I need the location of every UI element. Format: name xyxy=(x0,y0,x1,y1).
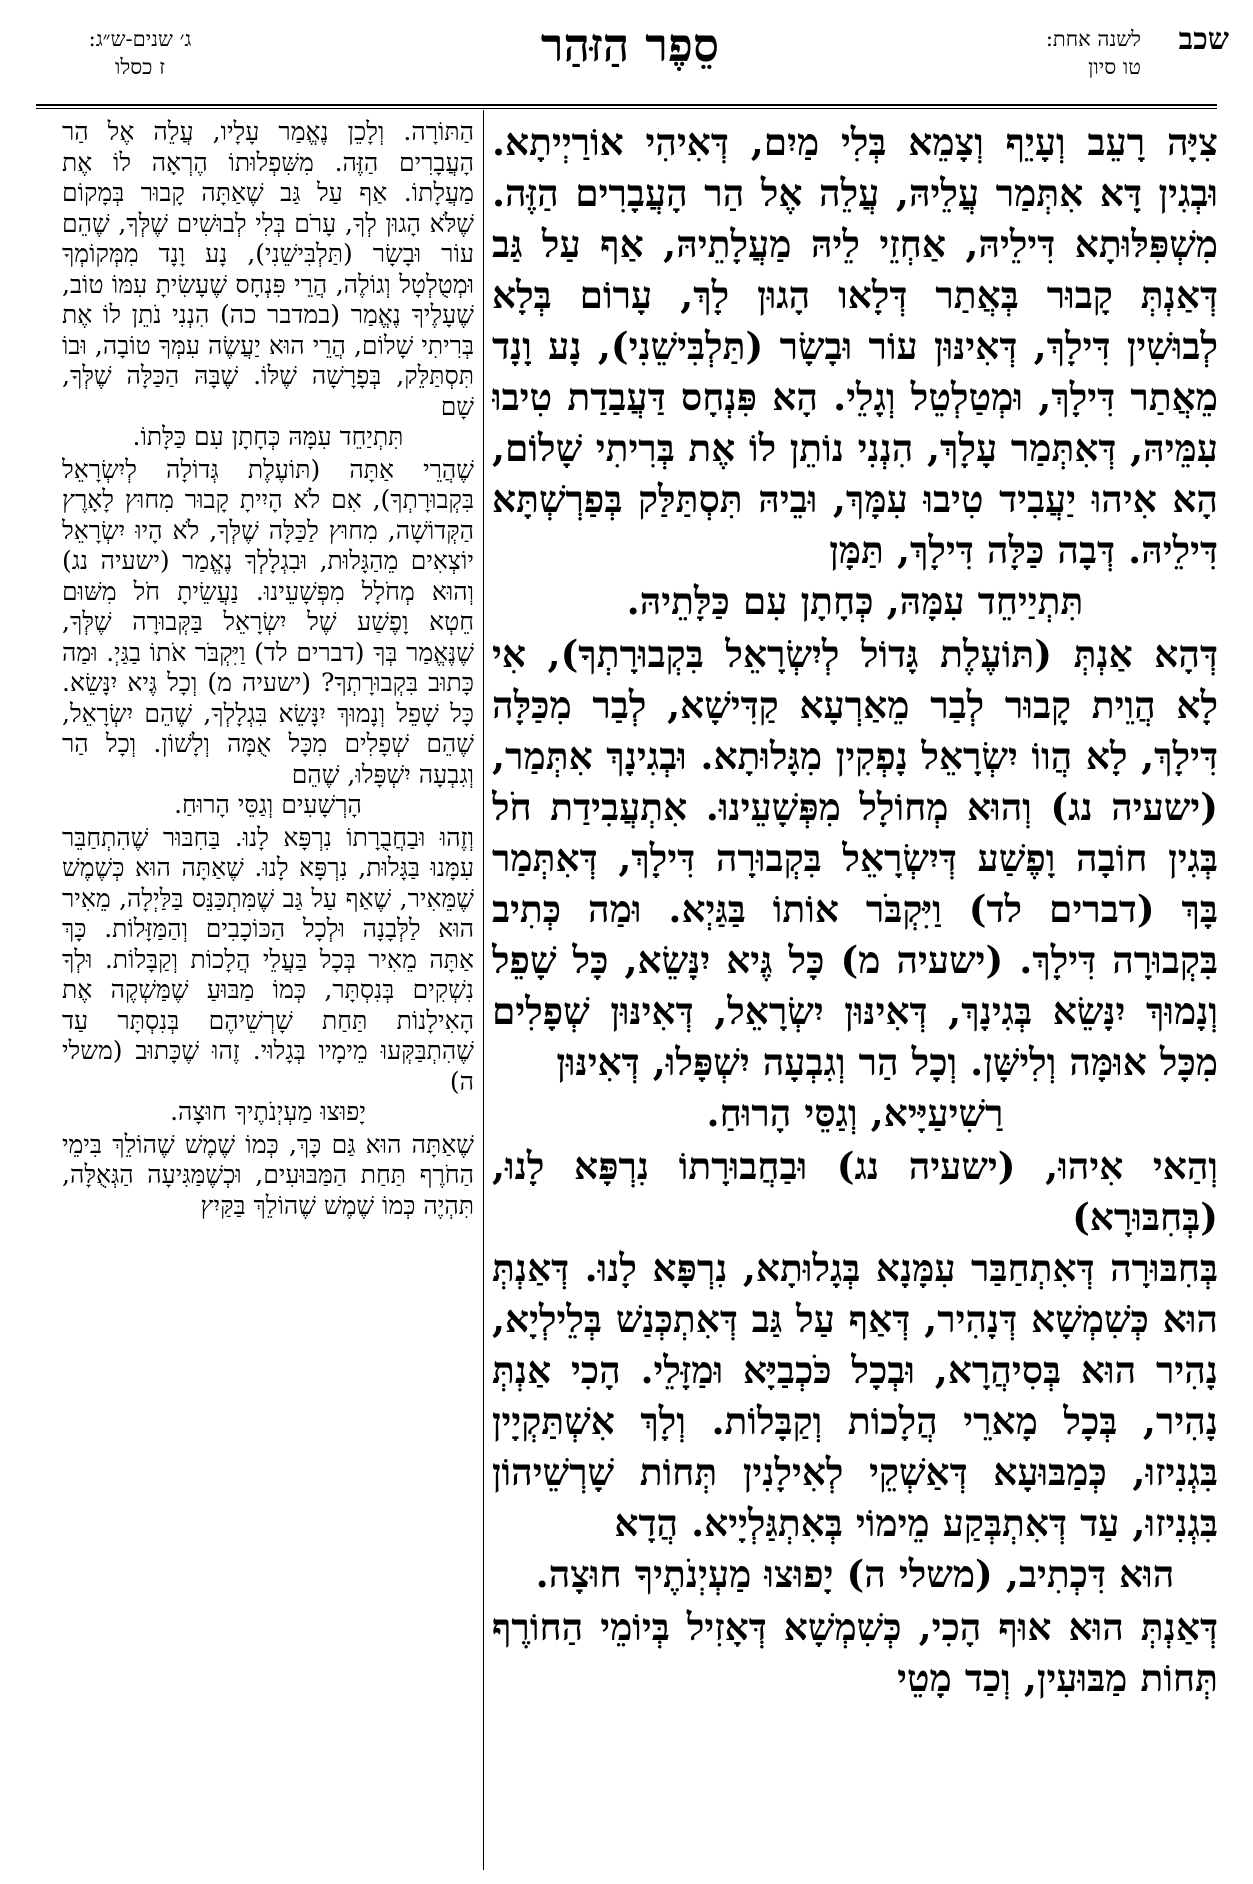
schedule-label: לשנה אחת: xyxy=(1045,27,1141,51)
header-divider xyxy=(36,104,1217,106)
main-paragraph: דְּאַנְתְּ הוּא אוּף הָכִי, כְּשִׁמְשָׁא דְּאָזִיל בְּיוֹמֵי הַחוֹרֶף תְּחוֹת מַבּוּעִין, וְכַד מָטֵי xyxy=(492,1605,1218,1700)
main-paragraph: בְּחִבּוּרָה דְּאִתְחַבַּר עִמָּנָא בְּגָלוּתָא, נִרְפָּא לָנוּ. דְּאַנְתְּ הוּא כְּשִׁמְשָׁא דְּנָהִיר, דְּאַף עַל גַּב דְּאִתְכְּנַשׁ בְּלֵילְיָא, נָהִיר הוּא בְּסִיהֲרָא, וּבְכָל כֹּכְבַיָּא וּמַזָּלֵי. הָכִי אַנְתְּ נָהִיר, בְּכָל מָארֵי הֲלָכוֹת וְקַבָּלוֹת. וְלָךְ אִשְׁתַּקְיָין בִּגְנִיזוּ, כְּמַבּוּעָא דְּאַשְׁקֵי לְאִילָנִין תְּחוֹת שָׁרְשֵׁיהוֹן בִּגְנִיזוּ, עַד דְּאִתְבְּקַע מֵימוֹי בְּאִתְגַּלְיָיא. הֲדָא xyxy=(492,1246,1218,1545)
hebrew-translation-column xyxy=(62,117,474,1872)
schedule-label: ג׳ שנים-ש״ג: xyxy=(88,27,192,51)
study-schedule-three-years xyxy=(40,25,240,81)
page-number: שכב xyxy=(1178,22,1229,57)
side-paragraph: שֶׁאַתָּה הוּא גַּם כָּךְ, כְּמוֹ שֶׁמֶשׁ שֶׁהוֹלֵךְ בִּימֵי הַחֹרֶף תַּחַת הַמַּבּוּעִים, וּכְשֶׁמַּגִּיעָה הַגְּאֻלָּה, תִּהְיֶה כְּמוֹ שֶׁמֶשׁ שֶׁהוֹלֵךְ בַּקַּיִץ xyxy=(62,1129,474,1220)
main-paragraph-heading: וְהַאי אִיהוּ, (ישעיה נג) וּבַחֲבוּרָתוֹ נִרְפָּא לָנוּ, (בְּחִבּוּרָא) xyxy=(492,1144,1218,1239)
aramaic-column xyxy=(492,117,1218,1872)
side-paragraph: הַתּוֹרָה. וְלָכֵן נֶאֱמַר עָלָיו, עֲלֵה אֶל הַר הָעֲבָרִים הַזֶּה. מִשִּׁפְלוּתוֹ הֶרְאָה לוֹ אֶת מַעֲלָתוֹ. אַף עַל גַּב שֶׁאַתָּה קָבוּר בְּמָקוֹם שֶׁלֹּא הָגוּן לְךָ, עָרֹם בְּלִי לְבוּשִׁים שֶׁלְּךָ, שֶׁהֵם עוֹר וּבָשָׂר (תַּלְבִּישֵׁנִי), נָע וָנָד מִמְּקוֹמְךָ וּמְטֻלְטָל וְגוֹלֶה, הֲרֵי פִּנְחָס שֶׁעָשִׂיתָ עִמּוֹ טוֹב, שֶׁעָלֶיךָ נֶאֱמַר (במדבר כה) הִנְנִי נֹתֵן לוֹ אֶת בְּרִיתִי שָׁלוֹם, הֲרֵי הוּא יַעֲשֶׂה עִמְּךָ טוֹבָה, וּבוֹ תִּסְתַּלֵּק, בְּפָרָשָׁה שֶׁלּוֹ. שֶׁבָּהּ הַכַּלָּה שֶׁלְּךָ, שָׁם xyxy=(62,117,474,421)
header-divider-thin xyxy=(36,108,1217,109)
main-paragraph-ending: הוּא דִּכְתִיב, (משלי ה) יָפוּצוּ מַעְיְנֹתֶיךָ חוּצָה. xyxy=(535,1552,1175,1596)
study-schedule-one-year xyxy=(1046,25,1141,81)
side-paragraph-ending: תִּתְיַחֵד עִמָּהּ כְּחָתָן עִם כַּלָּתוֹ. xyxy=(132,422,404,451)
side-paragraph-ending: יָפוּצוּ מַעְיְנֹתֶיךָ חוּצָה. xyxy=(170,1097,366,1126)
main-paragraph: דְּהָא אַנְתְּ (תּוֹעֶלֶת גָּדוֹל לְיִשְׂרָאֵל בִּקְבוּרָתְךָ), אִי לָא הֲוֵית קָבוּר לְבַר מֵאַרְעָא קַדִּישָׁא, לְבַר מִכַּלָּה דִּילָךְ, לָא הֲווֹ יִשְׂרָאֵל נָפְקִין מִגָּלוּתָא. וּבְגִינָךְ אִתְּמַר, (ישעיה נג) וְהוּא מְחוֹלָל מִפְּשָׁעֵינוּ. אִתְעֲבִידַת חֹל בְּגִין חוֹבָה וָפֶשַׁע דְּיִשְׂרָאֵל בִּקְבוּרָה דִּילָךְ, דְּאִתְּמַר בָּךְ (דברים לד) וַיִּקְבֹּר אוֹתוֹ בַּגַּיְא. וּמַה כְּתִיב בִּקְבוּרָה דִּילָךְ. (ישעיה מ) כָּל גֶּיא יִנָּשֵׂא, כָּל שָׁפֵל וְנָמוּךְ יִנָּשֵׂא בְּגִינָךְ, דְּאִינּוּן יִשְׂרָאֵל, דְּאִינּוּן שְׁפָלִים מִכָּל אוּמָּה וְלִישָּׁן. וְכָל הַר וְגִבְעָה יִשְׁפָּלוּ, דְּאִינּוּן xyxy=(492,632,1218,1084)
side-paragraph: וְזֶהוּ וּבַחֲבֻרָתוֹ נִרְפָּא לָנוּ. בַּחִבּוּר שֶׁהִתְחַבֵּר עִמָּנוּ בַּגָּלוּת, נִרְפָּא לָנוּ. שֶׁאַתָּה הוּא כְּשֶׁמֶשׁ שֶׁמֵּאִיר, שֶׁאַף עַל גַּב שֶׁמִּתְכַּנֵּס בַּלַּיְלָה, מֵאִיר הוּא לַלְּבָנָה וּלְכָל הַכּוֹכָבִים וְהַמַּזָּלוֹת. כָּךְ אַתָּה מֵאִיר בְּכָל בַּעֲלֵי הֲלָכוֹת וְקַבָּלוֹת. וּלְךָ נִשְׁקִים בְּנִסְתָּר, כְּמוֹ מַבּוּעַ שֶׁמַּשְׁקֶה אֶת הָאִילָנוֹת תַּחַת שָׁרְשֵׁיהֶם בְּנִסְתָּר עַד שֶׁהִתְבַּקְּעוּ מֵימָיו בְּגָלוּי. זֶהוּ שֶׁכָּתוּב (משלי ה) xyxy=(62,822,474,1096)
schedule-date: טו סיון xyxy=(1088,55,1141,79)
main-paragraph-ending: תִּתְיַיחֵד עִמָּהּ, כְּחָתָן עִם כַּלָּתֵיהּ. xyxy=(626,579,1084,623)
main-paragraph: צִיָּה רָעֵב וְעָיֵף וְצָמֵא בְּלִי מַיִם, דְּאִיהִי אוֹרַיְיתָא. וּבְגִין דָּא אִתְּמַר עֲלֵיהּ, עֲלֵה אֶל הַר הָעֲבָרִים הַזֶּה. מִשְׁפִּלּוּתָא דִּילֵיהּ, אַחְזֵי לֵיהּ מַעֲלָתֵיהּ, אַף עַל גַּב דְּאַנְתְּ קָבוּר בְּאֲתַר דְּלָאו הָגוּן לָךְ, עָרוֹם בְּלָא לְבוּשִׁין דִּילָךְ, דְּאִינּוּן עוֹר וּבָשָׂר (תַּלְבִּישֵׁנִי), נָע וָנָד מֵאֲתַר דִּילָךְ, וּמְטַלְטֵל וְגָלֵי. הָא פִּנְחָס דַּעֲבַדַת טִיבוּ עִמֵּיהּ, דְּאִתְּמַר עָלָךְ, הִנְנִי נוֹתֵן לוֹ אֶת בְּרִיתִי שָׁלוֹם, הָא אִיהוּ יַעֲבִיד טִיבוּ עִמָּךְ, וּבֵיהּ תִּסְתַּלַּק בְּפַרְשְׁתָּא דִּילֵיהּ. דְּבָה כַּלָּה דִּילָךְ, תַּמָּן xyxy=(492,120,1218,572)
page-header xyxy=(0,0,1253,116)
side-paragraph-ending: הָרְשָׁעִים וְגַסֵּי הָרוּחַ. xyxy=(174,790,362,819)
main-paragraph-ending: רַשִׁיעַיָּיא, וְגַסֵּי הָרוּחַ. xyxy=(706,1091,1004,1135)
column-divider xyxy=(483,110,484,1870)
book-title: סֵפֶר הַזּהַר xyxy=(540,18,720,72)
schedule-date: ז כסלו xyxy=(115,55,165,79)
side-paragraph: שֶׁהֲרֵי אַתָּה (תּוֹעֶלֶת גְּדוֹלָה לְיִשְׂרָאֵל בִּקְבוּרָתְךָ), אִם לֹא הָיִיתָ קָבוּר מִחוּץ לָאָרֶץ הַקְּדוֹשָׁה, מִחוּץ לַכַּלָּה שֶׁלְּךָ, לֹא הָיוּ יִשְׂרָאֵל יוֹצְאִים מֵהַגָּלוּת, וּבִגְלָלְךָ נֶאֱמַר (ישעיה נג) וְהוּא מְחֹלָל מִפְּשָׁעֵינוּ. נַעֲשֵׂיתָ חֹל מִשּׁוּם חֵטְא וָפֶשַׁע שֶׁל יִשְׂרָאֵל בַּקְּבוּרָה שֶׁלְּךָ, שֶׁנֶּאֱמַר בְּךָ (דברים לד) וַיִּקְבֹּר אֹתוֹ בַגַּיְ. וּמַה כָּתוּב בִּקְבוּרָתְךָ? (ישעיה מ) וְכָל גֶּיא יִנָּשֵׂא. כָּל שָׁפֵל וְנָמוּךְ יִנָּשֵׂא בִּגְלָלְךָ, שֶׁהֵם יִשְׂרָאֵל, שֶׁהֵם שְׁפָלִים מִכָּל אֻמָּה וְלָשׁוֹן. וְכָל הַר וְגִבְעָה יִשְׁפָּלוּ, שֶׁהֵם xyxy=(62,454,474,789)
